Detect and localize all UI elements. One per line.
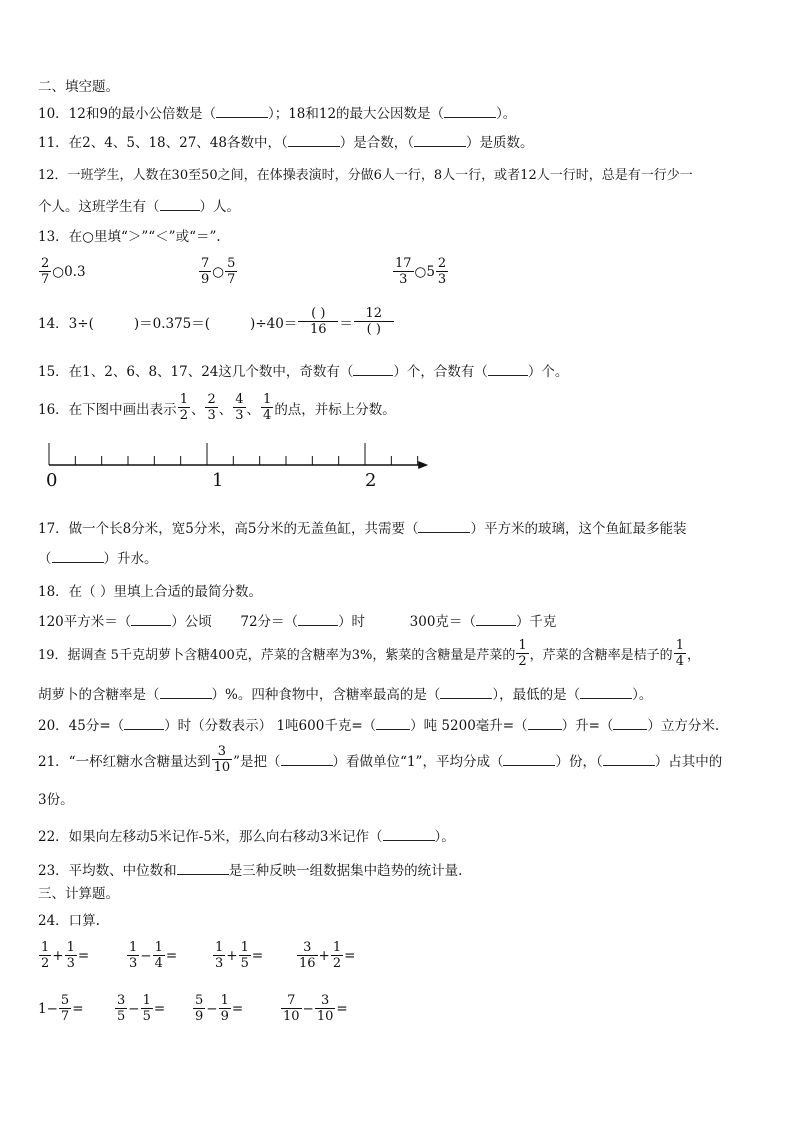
answer-blank[interactable] bbox=[488, 363, 528, 376]
question-10: 10．12和9的最小公倍数是（ ）；18和12的最大公因数是（ ）。 bbox=[38, 106, 517, 122]
answer-blank[interactable] bbox=[603, 753, 655, 766]
compare-item-1: $\frac{2}{7}$ ○0.3 bbox=[41, 256, 86, 287]
answer-blank[interactable] bbox=[580, 686, 632, 699]
number-line-label-2: 2 bbox=[365, 470, 377, 491]
question-24: 24．口算. bbox=[38, 913, 100, 929]
compare-circle[interactable]: ○ bbox=[212, 263, 225, 280]
compare-circle[interactable]: ○ bbox=[52, 263, 65, 280]
compare-circle[interactable]: ○ bbox=[414, 263, 427, 280]
answer-blank[interactable] bbox=[376, 717, 410, 730]
calc-item[interactable]: $\frac{1}{3}$ − $\frac{1}{4}$ = bbox=[129, 940, 178, 971]
answer-blank[interactable] bbox=[160, 198, 200, 211]
question-21-line1: 21．“一杯红糖水含糖量达到 $\frac{3}{10}$ ”是把（ ）看做单位“1”，平均分成（ ）份，（ ）占其中的 bbox=[38, 744, 723, 775]
number-line-label-1: 1 bbox=[212, 470, 224, 491]
number-line-label-0: 0 bbox=[46, 470, 58, 491]
question-21-line2: 3份。 bbox=[38, 792, 74, 808]
question-23: 23．平均数、中位数和 是三种反映一组数据集中趋势的统计量. bbox=[38, 863, 463, 879]
calc-item[interactable]: $\frac{1}{3}$ + $\frac{1}{5}$ = bbox=[215, 940, 264, 971]
question-14: 14．3÷( )＝0.375＝( )÷40＝ $\frac{( )}{16}$ ＝ $\frac{12}{( )}$ bbox=[38, 306, 395, 337]
answer-blank[interactable] bbox=[281, 753, 333, 766]
question-19-line2: 胡萝卜的含糖率是（ ）%。四种食物中，含糖率最高的是（ ），最低的是（ ）。 bbox=[38, 687, 653, 703]
answer-blank[interactable] bbox=[216, 105, 268, 118]
question-11: 11．在2、4、5、18、27、48各数中，（ ）是合数，（ ）是质数。 bbox=[38, 135, 534, 151]
answer-blank[interactable] bbox=[288, 134, 340, 147]
answer-blank[interactable] bbox=[383, 828, 435, 841]
section-2-title: 二、填空题。 bbox=[38, 79, 119, 95]
section-3-title: 三、计算题。 bbox=[38, 886, 119, 902]
compare-item-2: $\frac{7}{9}$ ○ $\frac{5}{7}$ bbox=[201, 256, 236, 287]
answer-blank[interactable] bbox=[160, 686, 212, 699]
answer-blank[interactable] bbox=[52, 550, 104, 563]
question-18: 18．在（ ）里填上合适的最简分数。 bbox=[38, 584, 262, 600]
answer-blank[interactable] bbox=[503, 753, 555, 766]
compare-item-3: $\frac{17}{3}$ ○5 $\frac{2}{3}$ bbox=[395, 256, 447, 287]
answer-blank[interactable] bbox=[124, 717, 164, 730]
answer-blank[interactable] bbox=[476, 613, 516, 626]
answer-blank[interactable] bbox=[418, 520, 470, 533]
question-16: 16．在下图中画出表示 $\frac{1}{2}$ 、 $\frac{2}{3}$ 、 $\frac{4}{3}$ 、 $\frac{1}{4}$ 的点，并标上分数。 bbox=[38, 392, 396, 423]
number-line[interactable] bbox=[40, 438, 470, 498]
answer-blank[interactable] bbox=[440, 686, 492, 699]
answer-blank[interactable] bbox=[613, 717, 647, 730]
answer-blank[interactable] bbox=[353, 363, 393, 376]
question-13: 13．在○里填“＞”“＜”或“＝”. bbox=[38, 229, 221, 245]
question-20: 20．45分=（ ）时（分数表示） 1吨600千克=（ ）吨 5200毫升=（ ）升=（ ）立方分米. bbox=[38, 718, 720, 734]
calc-item[interactable]: $\frac{3}{5}$ − $\frac{1}{5}$ = bbox=[117, 993, 166, 1024]
question-12-line1: 12．一班学生，人数在30至50之间，在体操表演时，分做6人一行，8人一行，或者12人一行时，总是有一行少一 bbox=[38, 168, 693, 183]
answer-blank[interactable] bbox=[444, 105, 496, 118]
question-12-line2: 个人。这班学生有（ ）人。 bbox=[38, 199, 240, 215]
question-18-parts: 120平方米＝（ ）公顷 72分＝（ ）时 300克＝（ ）千克 bbox=[38, 614, 557, 630]
question-17-line1: 17．做一个长8分米，宽5分米，高5分米的无盖鱼缸，共需要（ ）平方米的玻璃，这个鱼缸最多能装 bbox=[38, 521, 687, 537]
answer-blank[interactable] bbox=[528, 717, 562, 730]
calc-item[interactable]: $\frac{3}{16}$ + $\frac{1}{2}$ = bbox=[299, 940, 356, 971]
calc-item[interactable]: 1− $\frac{5}{7}$ = bbox=[38, 993, 84, 1024]
question-19-line1: 19．据调查 5千克胡萝卜含糖400克，芹菜的含糖率为3%，紫菜的含糖量是芹菜的 $\frac{1}{2}$ ，芹菜的含糖率是桔子的 $\frac{1}{4}$ ， bbox=[38, 638, 700, 669]
question-15: 15．在1、2、6、8、17、24这几个数中，奇数有（ ）个，合数有（ ）个。 bbox=[38, 364, 569, 380]
answer-blank[interactable] bbox=[177, 862, 229, 875]
answer-blank[interactable] bbox=[298, 613, 338, 626]
answer-blank[interactable] bbox=[414, 134, 466, 147]
calc-item[interactable]: $\frac{7}{10}$ − $\frac{3}{10}$ = bbox=[283, 993, 348, 1024]
calc-item[interactable]: $\frac{5}{9}$ − $\frac{1}{9}$ = bbox=[195, 993, 244, 1024]
question-17-line2: （ ）升水。 bbox=[38, 551, 158, 567]
question-22: 22．如果向左移动5米记作-5米，那么向右移动3米记作（ ）。 bbox=[38, 829, 455, 845]
answer-blank[interactable] bbox=[131, 613, 171, 626]
number-line-axis bbox=[40, 438, 470, 472]
calc-item[interactable]: $\frac{1}{2}$ + $\frac{1}{3}$ = bbox=[41, 940, 90, 971]
number-line-arrow bbox=[418, 461, 428, 469]
